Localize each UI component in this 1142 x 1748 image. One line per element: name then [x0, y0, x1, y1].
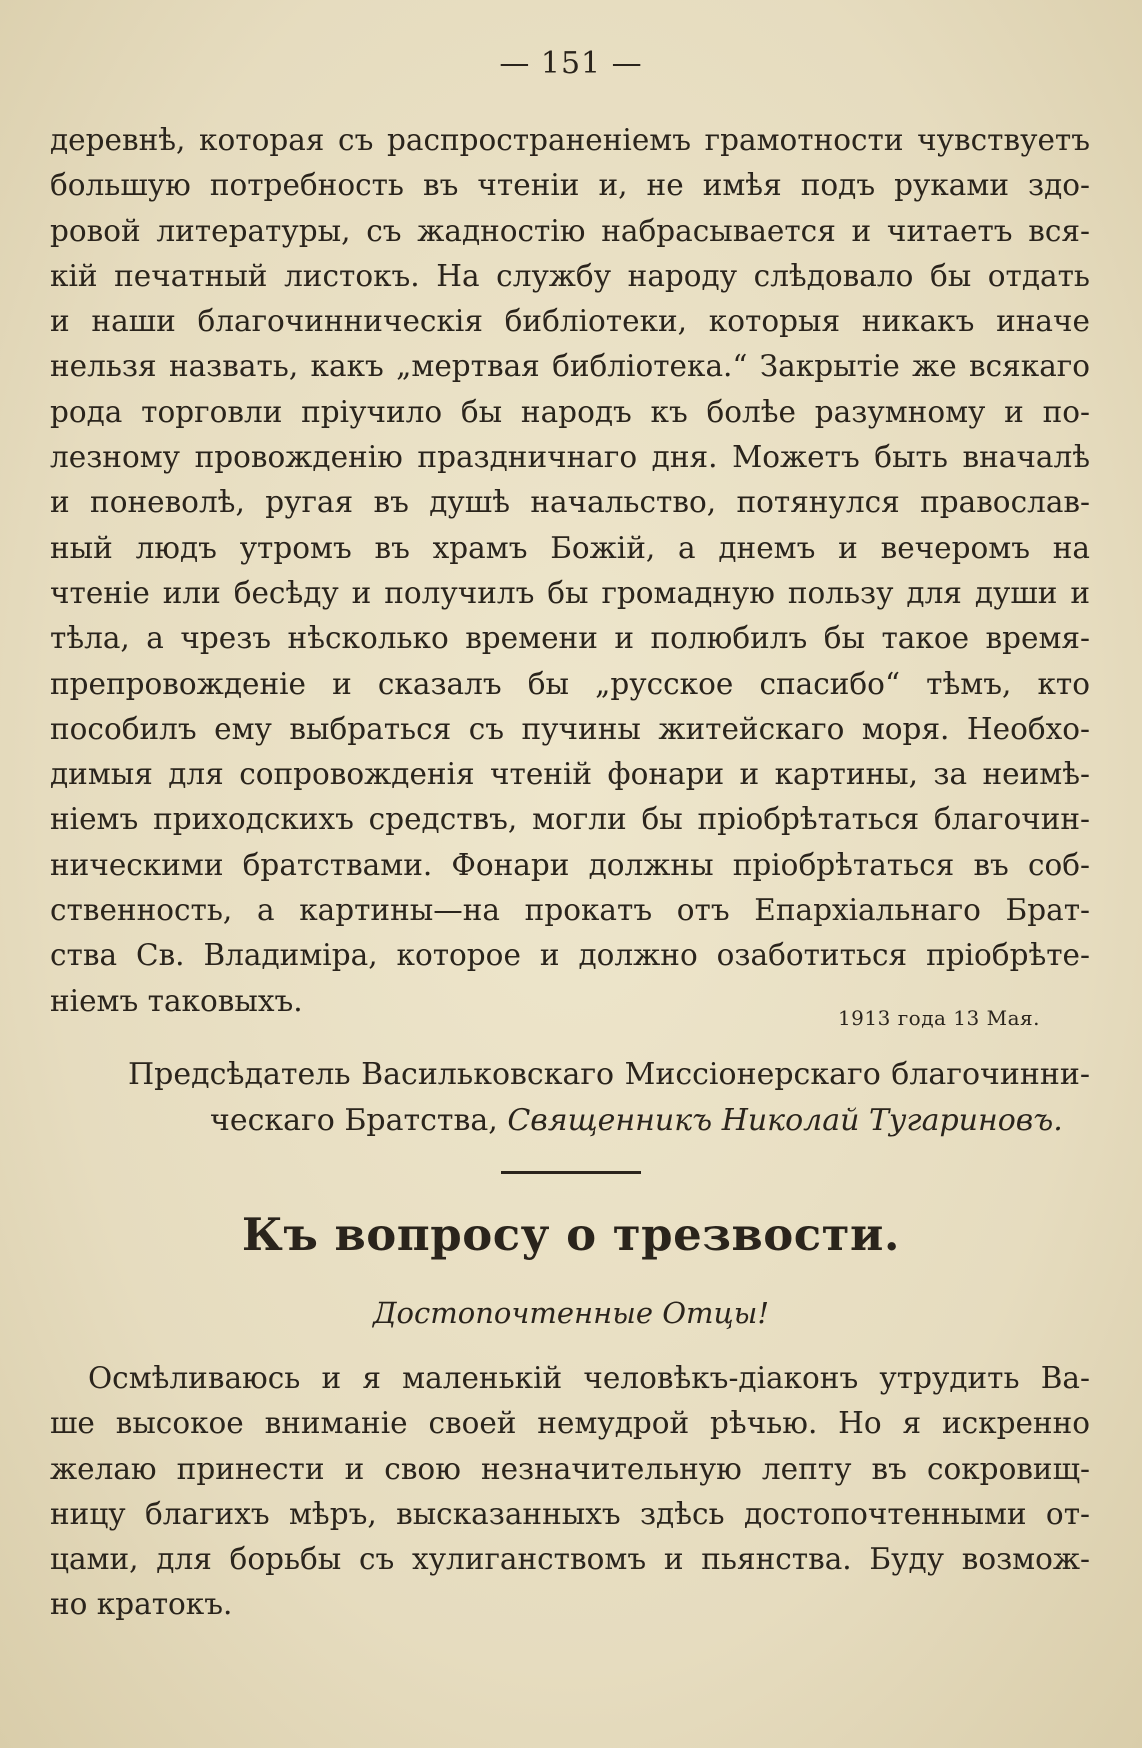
- text-line: димыя для сопровожденія чтеній фонари и картины, за неимѣ-: [50, 757, 1090, 792]
- text-line: чтеніе или бесѣду и получилъ бы громадную пользу для души и: [50, 575, 1090, 610]
- salutation: Достопочтенные Отцы!: [372, 1296, 770, 1330]
- text-line: нельзя назвать, какъ „мертвая библіотека.“ Закрытіе же всякаго: [50, 349, 1090, 384]
- text-line: препровожденіе и сказалъ бы „русское спасибо“ тѣмъ, кто: [50, 666, 1090, 701]
- signature-name: Священникъ Николай Тугариновъ.: [507, 1103, 1063, 1138]
- text-line: цами, для борьбы съ хулиганствомъ и пьянства. Буду возмож-: [50, 1542, 1090, 1577]
- page-number: — 151 —: [499, 46, 643, 81]
- text-line: ровой литературы, съ жадностію набрасывается и читаетъ вся-: [50, 213, 1090, 248]
- text-line: ническими братствами. Фонари должны пріобрѣтаться въ соб-: [50, 847, 1090, 882]
- text-line: рода торговли пріучило бы народъ къ болѣе разумному и по-: [50, 394, 1090, 429]
- first-section-text: [50, 118, 1090, 1024]
- text-line: ніемъ таковыхъ.: [50, 983, 303, 1018]
- text-line: пособилъ ему выбраться съ пучины житейскаго моря. Необхо-: [50, 711, 1090, 746]
- text-line: кій печатный листокъ. На службу народу слѣдовало бы отдать: [50, 258, 1090, 293]
- text-line: и наши благочинническія библіотеки, которыя никакъ иначе: [50, 304, 1090, 339]
- section-divider: [501, 1171, 641, 1174]
- text-line: желаю принести и свою незначительную лепту въ сокровищ-: [50, 1451, 1090, 1486]
- text-line: тѣла, а чрезъ нѣсколько времени и полюбилъ бы такое время-: [50, 621, 1090, 656]
- signature-line: [50, 1098, 1090, 1144]
- signature-line: Предсѣдатель Васильковскаго Миссіонерскаго благочинни-: [128, 1057, 1090, 1092]
- article-heading: Къ вопросу о трезвости.: [241, 1208, 901, 1261]
- text-line: и поневолѣ, ругая въ душѣ начальство, потянулся православ-: [50, 485, 1090, 520]
- text-line: ше высокое вниманіе своей немудрой рѣчью. Но я искренно: [50, 1406, 1090, 1441]
- date: 1913 года 13 Мая.: [837, 1006, 1040, 1030]
- signature-block: [50, 1052, 1090, 1144]
- text-line: ницу благихъ мѣръ, высказанныхъ здѣсь достопочтенными от-: [50, 1496, 1090, 1531]
- text-line: деревнѣ, которая съ распространеніемъ грамотности чувствуетъ: [50, 123, 1090, 157]
- text-line: Осмѣливаюсь и я маленькій человѣкъ-діаконъ утрудить Ва-: [88, 1361, 1090, 1395]
- text-line: ства Св. Владиміра, которое и должно озаботиться пріобрѣте-: [50, 938, 1090, 973]
- text-line: ный людъ утромъ въ храмъ Божій, а днемъ и вечеромъ на: [50, 530, 1090, 565]
- signature-prefix: ческаго Братства,: [210, 1103, 498, 1138]
- text-line: ственность, а картины—на прокатъ отъ Епархіальнаго Брат-: [50, 893, 1090, 928]
- text-line: большую потребность въ чтеніи и, не имѣя подъ руками здо-: [50, 168, 1090, 203]
- text-line: лезному провожденію праздничнаго дня. Можетъ быть вначалѣ: [50, 440, 1090, 475]
- text-line: но кратокъ.: [50, 1587, 233, 1622]
- second-section-text: [50, 1356, 1090, 1628]
- text-line: ніемъ приходскихъ средствъ, могли бы пріобрѣтаться благочин-: [50, 802, 1090, 837]
